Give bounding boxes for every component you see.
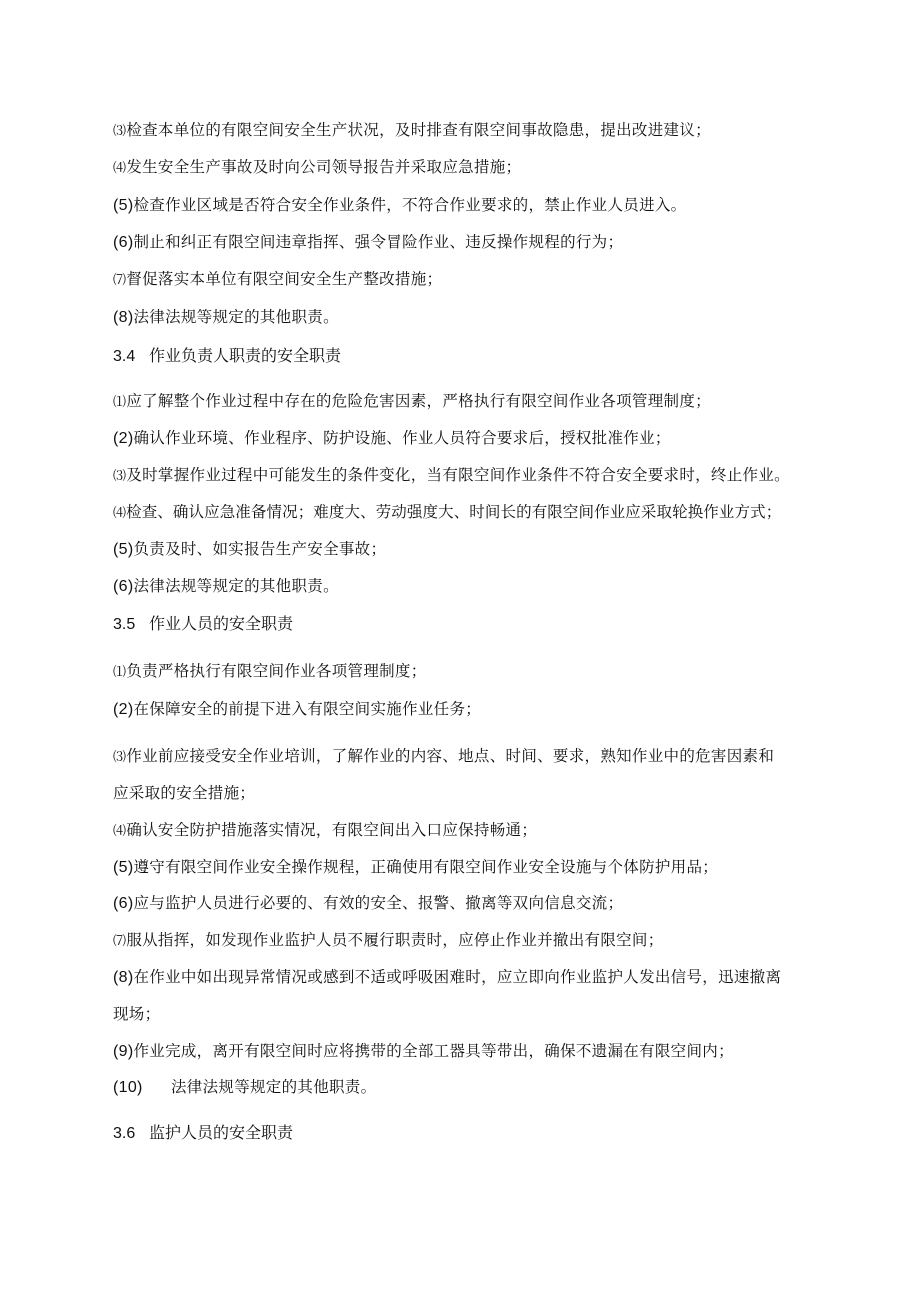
list-item	[113, 744, 774, 766]
item-number: ⑺	[113, 273, 127, 288]
item-text: 应与监护人员进行必要的、有效的安全、报警、撤离等双向信息交流；	[133, 894, 624, 912]
list-item	[113, 1075, 376, 1097]
list-item	[113, 305, 339, 327]
list-item	[113, 230, 623, 252]
list-item	[113, 267, 442, 289]
section-title: 监护人员的安全职责	[149, 1123, 294, 1142]
item-number: ⑷	[113, 161, 127, 176]
list-item	[113, 155, 521, 177]
section-heading-3-4	[113, 343, 341, 366]
item-text: 发生安全生产事故及时向公司领导报告并采取应急措施；	[126, 158, 522, 176]
item-text: 督促落实本单位有限空间安全生产整改措施；	[126, 270, 443, 288]
section-number: 3.5	[113, 616, 136, 633]
item-text: 确认安全防护措施落实情况，有限空间出入口应保持畅通；	[126, 821, 538, 839]
item-text: 法律法规等规定的其他职责。	[133, 308, 339, 326]
item-number: (6)	[113, 234, 134, 251]
list-item	[113, 500, 781, 522]
item-number: ⑷	[113, 824, 127, 839]
list-item	[113, 426, 671, 448]
list-item-continuation	[113, 781, 255, 803]
item-number: (9)	[113, 1043, 134, 1060]
section-number: 3.4	[113, 348, 136, 365]
item-text: 法律法规等规定的其他职责。	[133, 577, 339, 595]
item-text: 作业完成，离开有限空间时应将携带的全部工器具等带出，确保不遗漏在有限空间内；	[133, 1042, 734, 1060]
item-number: (5)	[113, 859, 134, 876]
list-item	[113, 659, 427, 681]
item-text: 在保障安全的前提下进入有限空间实施作业任务；	[133, 700, 482, 718]
section-title: 作业人员的安全职责	[149, 614, 294, 633]
item-text: 应了解整个作业过程中存在的危险危害因素，严格执行有限空间作业各项管理制度；	[126, 392, 711, 410]
item-text: 检查作业区域是否符合安全作业条件，不符合作业要求的，禁止作业人员进入。	[133, 196, 687, 214]
item-number: (5)	[113, 541, 134, 558]
item-number: ⑴	[113, 665, 127, 680]
item-number: ⑷	[113, 506, 127, 521]
item-number: (6)	[113, 895, 134, 912]
item-text-continued: 现场；	[113, 1005, 161, 1023]
item-number: (8)	[113, 969, 134, 986]
list-item	[113, 118, 711, 140]
list-item	[113, 537, 386, 559]
list-item	[113, 193, 686, 215]
item-number: (5)	[113, 197, 134, 214]
item-number: (10)	[113, 1079, 143, 1096]
item-text: 法律法规等规定的其他职责。	[171, 1078, 377, 1096]
item-number: ⑶	[113, 124, 127, 139]
item-text: 制止和纠正有限空间违章指挥、强令冒险作业、违反操作规程的行为；	[133, 233, 624, 251]
item-text: 确认作业环境、作业程序、防护设施、作业人员符合要求后，授权批准作业；	[133, 429, 671, 447]
list-item	[113, 855, 718, 877]
list-item	[113, 965, 781, 987]
item-text: 及时掌握作业过程中可能发生的条件变化，当有限空间作业条件不符合安全要求时，终止作业。	[126, 466, 790, 484]
item-text: 检查本单位的有限空间安全生产状况，及时排查有限空间事故隐患，提出改进建议；	[126, 121, 711, 139]
list-item	[113, 928, 664, 950]
item-number: (2)	[113, 701, 134, 718]
list-item	[113, 389, 711, 411]
item-text: 遵守有限空间作业安全操作规程，正确使用有限空间作业安全设施与个体防护用品；	[133, 858, 719, 876]
item-text: 负责及时、如实报告生产安全事故；	[133, 540, 387, 558]
list-item	[113, 891, 623, 913]
item-text: 检查、确认应急准备情况；难度大、劳动强度大、时间长的有限空间作业应采取轮换作业方式；	[126, 503, 782, 521]
item-number: ⑶	[113, 469, 127, 484]
list-item	[113, 818, 537, 840]
item-number: ⑴	[113, 395, 127, 410]
section-number: 3.6	[113, 1125, 136, 1142]
list-item	[113, 463, 790, 485]
section-title: 作业负责人职责的安全职责	[149, 346, 342, 365]
item-text: 负责严格执行有限空间作业各项管理制度；	[126, 662, 427, 680]
item-text: 服从指挥，如发现作业监护人员不履行职责时，应停止作业并撤出有限空间；	[126, 931, 664, 949]
section-heading-3-5	[113, 611, 293, 634]
list-item	[113, 697, 481, 719]
item-number: (2)	[113, 430, 134, 447]
item-number: ⑶	[113, 750, 127, 765]
section-heading-3-6	[113, 1120, 293, 1143]
item-text-continued: 应采取的安全措施；	[113, 784, 256, 802]
item-number: (8)	[113, 309, 134, 326]
list-item	[113, 1039, 734, 1061]
item-number: (6)	[113, 578, 134, 595]
item-text: 作业前应接受安全作业培训，了解作业的内容、地点、时间、要求，熟知作业中的危害因素和	[126, 747, 775, 765]
item-text: 在作业中如出现异常情况或感到不适或呼吸困难时，应立即向作业监护人发出信号，迅速撤离	[133, 968, 782, 986]
item-number: ⑺	[113, 934, 127, 949]
list-item	[113, 574, 339, 596]
list-item-continuation	[113, 1002, 160, 1024]
